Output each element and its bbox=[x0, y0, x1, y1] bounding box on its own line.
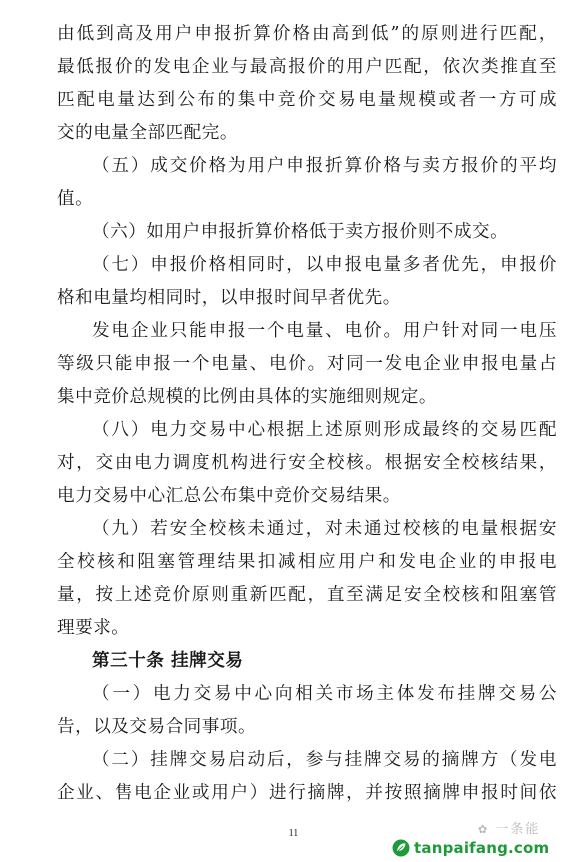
body-text-line: （九）若安全校核未通过，对未通过校核的电量根据安 bbox=[92, 519, 557, 539]
body-text-line: 量，按上述竞价原则重新匹配，直至满足安全校核和阻塞管 bbox=[57, 585, 557, 605]
body-text-line: 等级只能申报一个电量、电价。对同一发电企业申报电量占 bbox=[57, 354, 557, 374]
wechat-watermark-text: 一条能 bbox=[495, 822, 541, 837]
body-text-line: 格和电量均相同时，以申报时间早者优先。 bbox=[57, 288, 401, 308]
body-text-line: 交的电量全部匹配完。 bbox=[57, 123, 238, 143]
body-text-line: （八）电力交易中心根据上述原则形成最终的交易匹配 bbox=[92, 420, 557, 440]
body-text-line: 全校核和阻塞管理结果扣减相应用户和发电企业的申报电 bbox=[57, 552, 557, 572]
body-text-line: 匹配电量达到公布的集中竞价交易电量规模或者一方可成 bbox=[57, 90, 557, 110]
article-heading: 第三十条 挂牌交易 bbox=[92, 651, 244, 671]
body-text-line: 发电企业只能申报一个电量、电价。用户针对同一电压 bbox=[92, 321, 557, 341]
leaf-logo-icon bbox=[392, 839, 410, 857]
wechat-watermark bbox=[478, 818, 540, 837]
page-number: 11 bbox=[288, 828, 299, 839]
body-text-line: 企业、售电企业或用户）进行摘牌，并按照摘牌申报时间依 bbox=[57, 783, 557, 803]
body-text-line: （七）申报价格相同时，以申报电量多者优先，申报价 bbox=[92, 255, 557, 275]
body-text-line: 最低报价的发电企业与最高报价的用户匹配，依次类推直至 bbox=[57, 57, 557, 77]
body-text-line: （二）挂牌交易启动后，参与挂牌交易的摘牌方（发电 bbox=[92, 750, 557, 770]
site-logo-watermark bbox=[392, 838, 549, 858]
body-text-line: 值。 bbox=[57, 189, 94, 209]
wechat-icon: ✿ bbox=[478, 823, 490, 836]
body-text-line: （五）成交价格为用户申报折算价格与卖方报价的平均 bbox=[92, 156, 557, 176]
body-text-line: 理要求。 bbox=[57, 618, 130, 638]
body-text-line: （一）电力交易中心向相关市场主体发布挂牌交易公 bbox=[92, 684, 557, 704]
body-text-line: 告，以及交易合同事项。 bbox=[57, 717, 257, 737]
body-text-line: 电力交易中心汇总公布集中竞价交易结果。 bbox=[57, 486, 401, 506]
body-text-line: （六）如用户申报折算价格低于卖方报价则不成交。 bbox=[92, 222, 509, 242]
site-logo-text: tanpaifang.com bbox=[414, 839, 550, 857]
body-text-line: 对，交由电力调度机构进行安全校核。根据安全校核结果， bbox=[57, 453, 557, 473]
body-text-line: 集中竞价总规模的比例由具体的实施细则规定。 bbox=[57, 387, 437, 407]
body-text-line: 由低到高及用户申报折算价格由高到低”的原则进行匹配， bbox=[57, 24, 557, 44]
